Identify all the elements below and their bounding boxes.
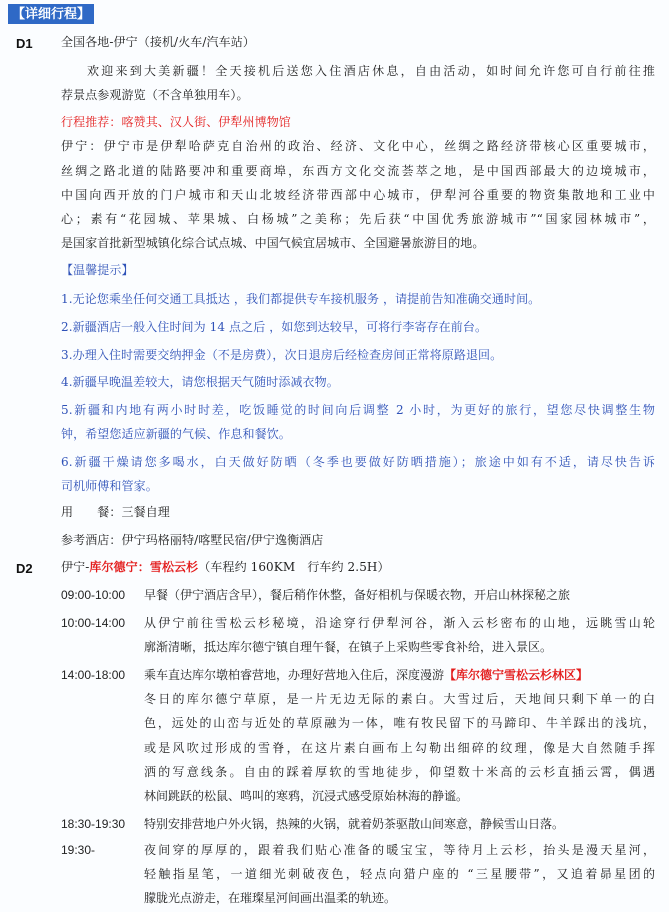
day1-route: 全国各地-伊宁（接机/火车/汽车站） (61, 35, 255, 49)
tip-item: 6.新疆干燥请您多喝水，白天做好防晒（冬季也要做好防晒措施）；旅途中如有不适，请尽快告诉 (61, 455, 655, 469)
day1-hotel: 参考酒店：伊宁玛格丽特/喀墅民宿/伊宁逸衡酒店 (61, 533, 324, 547)
schedule-time: 09:00-10:00 (61, 588, 126, 602)
schedule-time: 10:00-14:00 (61, 616, 126, 630)
day1-recommend: 行程推荐：喀赞其、汉人街、伊犁州博物馆 (61, 115, 291, 129)
day1-desc-line: 中国向西开放的门户城市和天山北坡经济带西部中心城市，伊犁河谷重要的物资集散地和工业中 (61, 188, 655, 202)
schedule-time: 14:00-18:00 (61, 668, 126, 682)
day1-meals: 用 餐：三餐自理 (61, 505, 170, 519)
schedule-text: 早餐（伊宁酒店含早），餐后稍作休整，备好相机与保暖衣物，开启山林探秘之旅 (144, 588, 571, 602)
schedule-time: 19:30- (61, 843, 96, 857)
tip-item: 5.新疆和内地有两小时时差，吃饭睡觉的时间向后调整 2 小时，为更好的旅行，望您尽快调整生物 (61, 403, 655, 417)
day2-code: D2 (16, 561, 33, 576)
schedule-text: 廓渐清晰，抵达库尔德宁镇自理午餐，在镇子上采购些零食补给，进入景区。 (144, 640, 553, 654)
day2-route-suffix: （车程约 160KM 行车约 2.5H） (198, 560, 390, 574)
schedule-text: 色，远处的山峦与近处的草原融为一体，唯有牧民留下的马蹄印、牛羊踩出的浅坑， (144, 716, 655, 730)
schedule-time: 18:30-19:30 (61, 817, 126, 831)
schedule-text: 从伊宁前往雪松云杉秘境，沿途穿行伊犁河谷，渐入云杉密布的山地，远眺雪山轮 (144, 616, 655, 630)
schedule-text: 朦胧光点游走，在璀璨星河间画出温柔的轨迹。 (144, 891, 397, 905)
tip-item: 1.无论您乘坐任何交通工具抵达 ，我们都提供专车接机服务 ，请提前告知准确交通时间。 (61, 292, 541, 306)
section-title: 【详细行程】 (8, 4, 94, 24)
tip-item: 3.办理入住时需要交纳押金（不是房费），次日退房后经检查房间正常将原路退回。 (61, 348, 503, 362)
schedule-text: 或是风吹过形成的雪脊，在这片素白画布上勾勒出细碎的纹理，像是大自然随手挥 (144, 741, 655, 755)
day1-code: D1 (16, 36, 33, 51)
day1-desc-line: 是国家首批新型城镇化综合试点城、中国气候宜居城市、全国避暑旅游目的地。 (61, 236, 485, 250)
tip-item: 4.新疆早晚温差较大，请您根据天气随时添减衣物。 (61, 375, 339, 389)
scenic-area-highlight: 【库尔德宁雪松云杉林区】 (444, 668, 589, 682)
day2-route-highlight: 库尔德宁：雪松云杉 (89, 560, 199, 574)
tips-title: 【温馨提示】 (61, 263, 134, 277)
schedule-text (144, 663, 655, 687)
schedule-text: 轻触指星笔，一道细光刺破夜色，轻点向猎户座的 “三星腰带”，又追着昴星团的 (144, 867, 655, 881)
schedule-text: 林间跳跃的松鼠、鸣叫的寒鸦，沉浸式感受原始林海的静谧。 (144, 789, 469, 803)
schedule-text: 特别安排营地户外火锅，热辣的火锅，就着奶茶驱散山间寒意，静候雪山日落。 (144, 817, 565, 831)
day1-desc-line: 丝绸之路北道的陆路要冲和重要商埠，东西方文化交流荟萃之地，是中国西部最大的边境城市， (61, 164, 655, 178)
day2-route-prefix: 伊宁- (61, 560, 90, 574)
tip-item: 2.新疆酒店一般入住时间为 14 点之后 ，如您到达较早，可将行李寄存在前台。 (61, 320, 488, 334)
schedule-text-part: 乘车直达库尔墩柏睿营地，办理好营地入住后，深度漫游 (144, 668, 445, 682)
day2-route (61, 555, 655, 579)
schedule-text: 冬日的库尔德宁草原，是一片无边无际的素白。大雪过后，天地间只剩下单一的白 (144, 692, 655, 706)
day1-intro-line: 欢迎来到大美新疆！全天接机后送您入住酒店休息，自由活动，如时间允许您可自行前往推 (87, 64, 655, 78)
schedule-text: 夜间穿的厚厚的，跟着我们贴心准备的暖宝宝，等待月上云杉，抬头是漫天星河， (144, 843, 655, 857)
tip-item: 司机师傅和管家。 (61, 479, 158, 493)
day1-intro-line: 荐景点参观游览（不含单独用车）。 (61, 88, 249, 102)
day1-desc-line: 伊宁：伊宁市是伊犁哈萨克自治州的政治、经济、文化中心，丝绸之路经济带核心区重要城市， (61, 139, 655, 153)
tip-item: 钟，希望您适应新疆的气候、作息和餐饮。 (61, 427, 291, 441)
day1-desc-line: 心；素有“花园城、苹果城、白杨城”之美称；先后获“中国优秀旅游城市”“国家园林城市”， (61, 212, 655, 226)
schedule-text: 洒的写意线条。自由的踩着厚软的雪地徒步，仰望数十米高的云杉直插云霄，偶遇 (144, 765, 655, 779)
